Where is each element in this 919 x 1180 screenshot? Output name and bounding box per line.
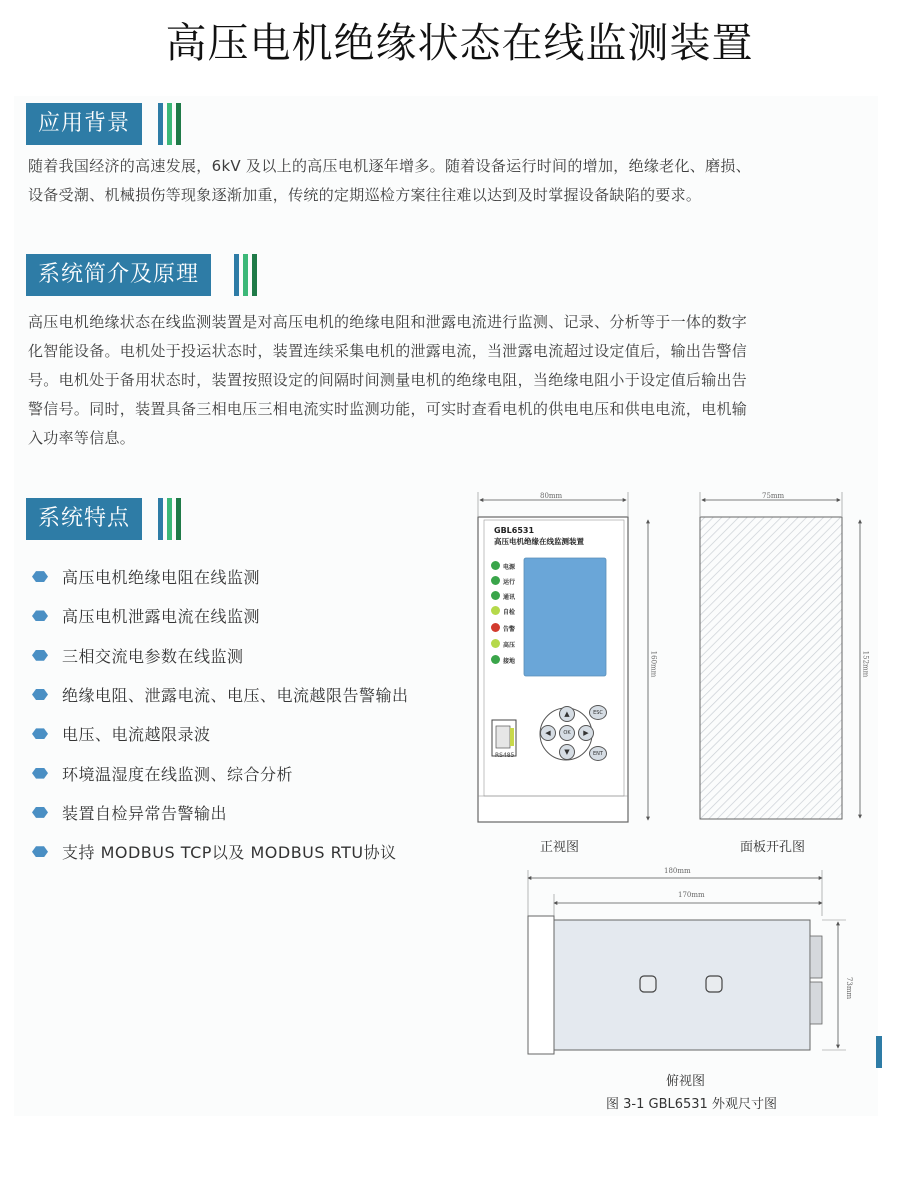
arrow-down-button[interactable]: ▼: [559, 744, 575, 760]
led-label: 运行: [503, 579, 516, 586]
panel-cutout-view: [700, 492, 860, 819]
feature-list: [32, 557, 462, 871]
arrow-up-button[interactable]: ▲: [559, 706, 575, 722]
hexagon-bullet-icon: [32, 768, 48, 779]
paragraph-line: 化智能设备。电机处于投运状态时，装置连续采集电机的泄露电流，当泄露电流超过设定值后，输出告警信: [28, 342, 748, 360]
led-label: 通讯: [503, 594, 516, 601]
arrow-right-button[interactable]: ▶: [578, 725, 594, 741]
background-paragraph: [28, 152, 888, 210]
paragraph-line: 入功率等信息。: [28, 429, 136, 447]
hexagon-bullet-icon: [32, 689, 48, 700]
led-indicator-icon: [491, 606, 500, 615]
device-model: GBL6531: [494, 526, 535, 535]
front-width-label: 80mm: [540, 492, 563, 500]
hexagon-bullet-icon: [32, 728, 48, 739]
paragraph-line: 警信号。同时，装置具备三相电压三相电流实时监测功能，可实时查看电机的供电电压和供电电流，电机输: [28, 400, 748, 418]
figure-caption: 图 3-1 GBL6531 外观尺寸图: [606, 1097, 777, 1112]
device-name: 高压电机绝缘在线监测装置: [494, 537, 584, 546]
paragraph-line: 高压电机绝缘状态在线监测装置是对高压电机的绝缘电阻和泄露电流进行监测、记录、分析等于一体的数字: [28, 313, 748, 331]
ok-button[interactable]: OK: [559, 725, 575, 741]
hexagon-bullet-icon: [32, 846, 48, 857]
edge-tab: [876, 1036, 882, 1068]
top-inner-label: 170mm: [678, 891, 705, 899]
panel-view-caption: 面板开孔图: [740, 840, 806, 855]
led-indicator-icon: [491, 576, 500, 585]
hexagon-bullet-icon: [32, 571, 48, 582]
top-outer-label: 180mm: [664, 867, 691, 875]
paragraph-line: 设备受潮、机械损伤等现象逐渐加重，传统的定期巡检方案往往难以达到及时掌握设备缺陷的要求。: [28, 186, 702, 204]
list-item: 电压、电流越限录波: [32, 714, 462, 753]
led-label: 接地: [503, 658, 516, 665]
section-heading-label: 系统简介及原理: [26, 254, 211, 296]
led-indicator-icon: [491, 623, 500, 632]
intro-paragraph: [28, 308, 898, 453]
dimension-drawing: [470, 480, 890, 1080]
led-label: 自检: [503, 609, 516, 616]
list-item: 高压电机泄露电流在线监测: [32, 596, 462, 635]
esc-button[interactable]: ESC: [589, 705, 607, 720]
front-height-label: 160mm: [649, 650, 658, 678]
led-indicator-icon: [491, 655, 500, 664]
led-label: 告警: [503, 626, 516, 633]
list-item: 绝缘电阻、泄露电流、电压、电流越限告警输出: [32, 675, 462, 714]
panel-width-label: 75mm: [762, 492, 785, 500]
list-item: 装置自检异常告警输出: [32, 793, 462, 832]
top-height-label: 73mm: [845, 976, 854, 1000]
page-title: 高压电机绝缘状态在线监测装置: [165, 19, 754, 67]
arrow-left-button[interactable]: ◀: [540, 725, 556, 741]
front-view-caption: 正视图: [540, 840, 580, 855]
list-item: 环境温湿度在线监测、综合分析: [32, 753, 462, 792]
led-indicator-icon: [491, 639, 500, 648]
paragraph-line: 号。电机处于备用状态时，装置按照设定的间隔时间测量电机的绝缘电阻，当绝缘电阻小于设定值后输出告: [28, 371, 748, 389]
list-item: 支持 MODBUS TCP以及 MODBUS RTU协议: [32, 832, 462, 871]
list-item: 三相交流电参数在线监测: [32, 636, 462, 675]
led-indicator-icon: [491, 561, 500, 570]
paragraph-line: 随着我国经济的高速发展，6kV 及以上的高压电机逐年增多。随着设备运行时间的增加，绝缘老化、磨损、: [28, 157, 751, 175]
list-item: 高压电机绝缘电阻在线监测: [32, 557, 462, 596]
section-heading-label: 应用背景: [26, 103, 142, 145]
led-label: 高压: [503, 642, 516, 649]
top-view-caption: 俯视图: [666, 1074, 706, 1089]
port-label: RS485: [495, 752, 515, 759]
led-indicator-icon: [491, 591, 500, 600]
panel-height-label: 152mm: [861, 650, 870, 678]
hexagon-bullet-icon: [32, 650, 48, 661]
enter-button[interactable]: ENT: [589, 746, 607, 761]
hexagon-bullet-icon: [32, 807, 48, 818]
section-heading-label: 系统特点: [26, 498, 142, 540]
led-label: 电源: [503, 564, 516, 571]
hexagon-bullet-icon: [32, 610, 48, 621]
